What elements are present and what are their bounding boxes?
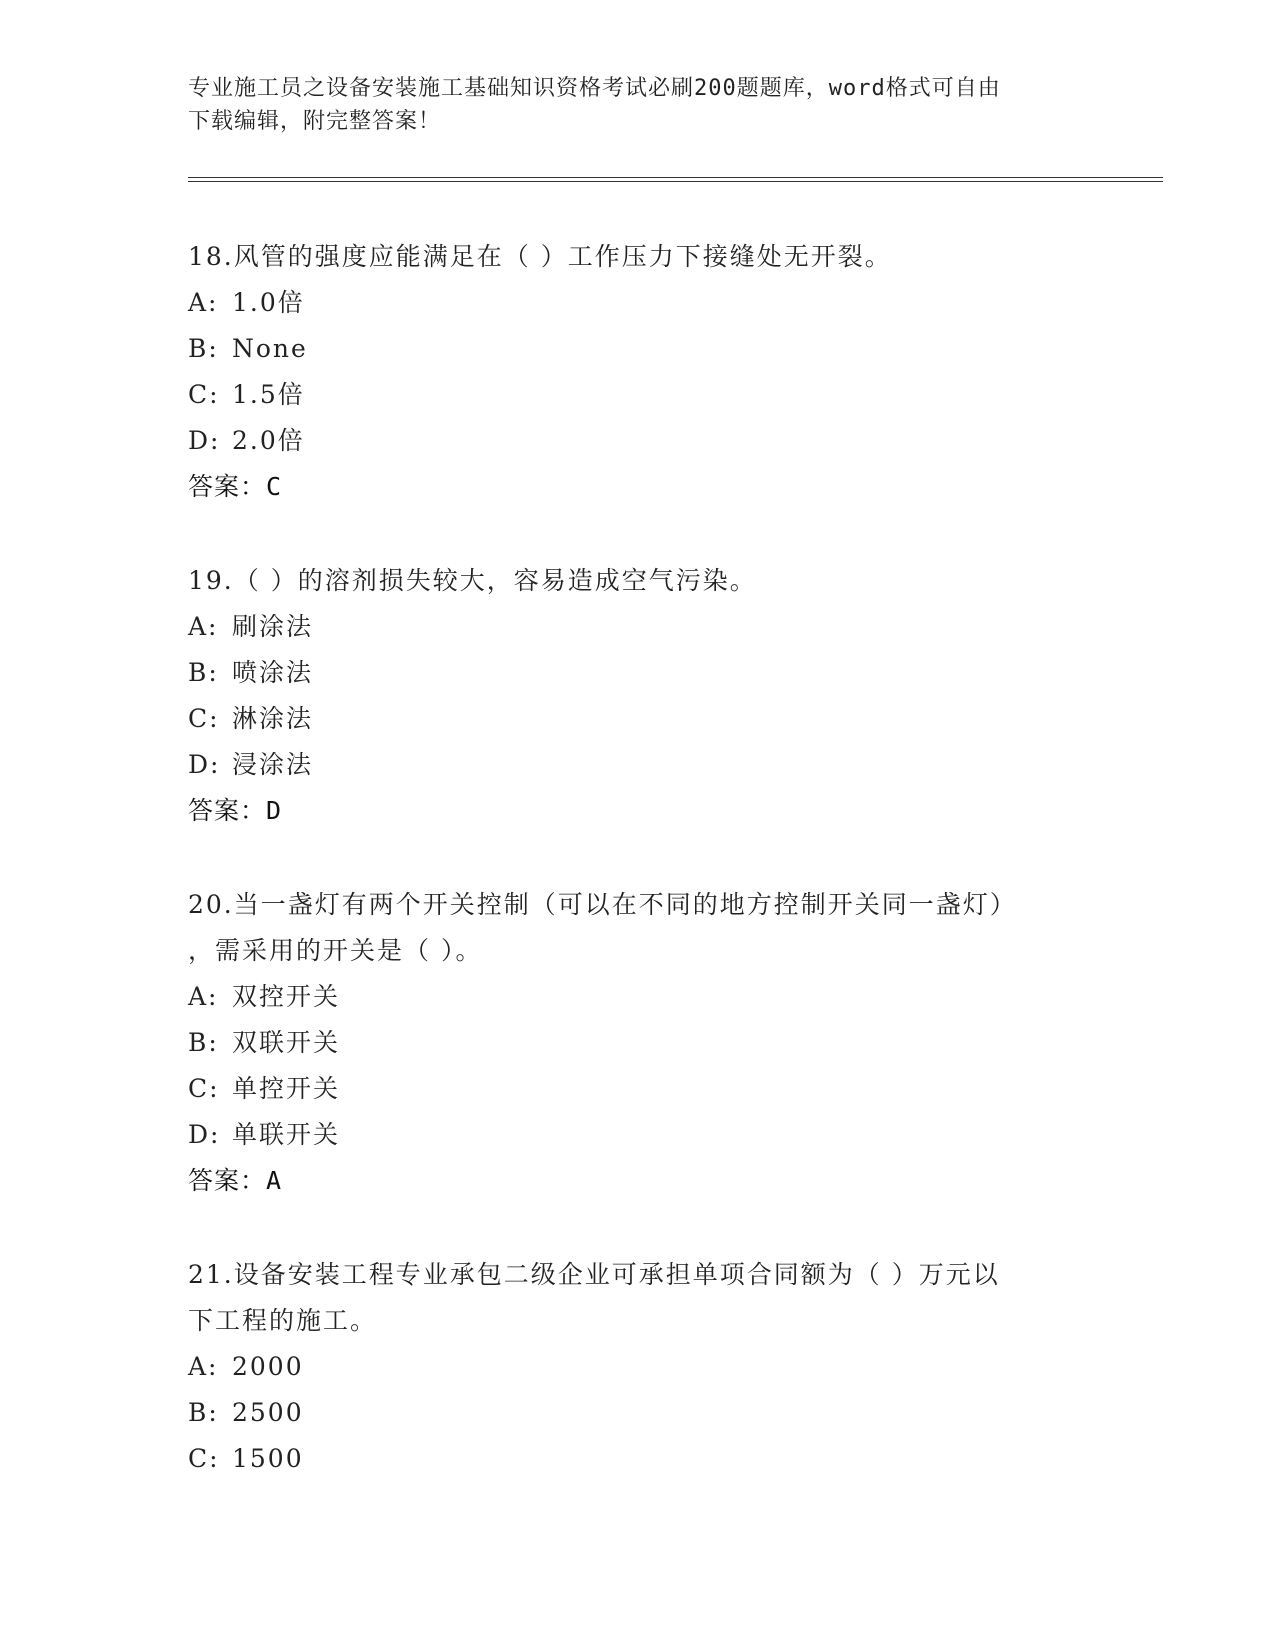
- answer-line: 答案：C: [188, 472, 283, 501]
- option-text: 浸涂法: [232, 750, 314, 779]
- question-list: [188, 234, 1088, 1530]
- question-stem: 21.设备安装工程专业承包二级企业可承担单项合同额为（ ）万元以: [188, 1260, 1000, 1289]
- option-text: 1.0倍: [232, 288, 305, 317]
- option-letter: A:: [188, 612, 219, 641]
- option-text: 2500: [232, 1398, 304, 1427]
- option-text: 1500: [232, 1444, 304, 1473]
- option-letter: C:: [188, 1074, 220, 1103]
- option-letter: D:: [188, 750, 221, 779]
- question-21: [188, 1252, 1088, 1482]
- option-letter: B:: [188, 1398, 219, 1427]
- question-stem: 20.当一盏灯有两个开关控制（可以在不同的地方控制开关同一盏灯）: [188, 890, 1017, 919]
- question-20: [188, 882, 1088, 1204]
- option-letter: C:: [188, 704, 220, 733]
- option-text: 喷涂法: [232, 658, 314, 687]
- question-stem: 19.（ ）的溶剂损失较大，容易造成空气污染。: [188, 566, 757, 595]
- option-text: None: [232, 334, 308, 363]
- option-letter: D:: [188, 426, 221, 455]
- option-d: [188, 742, 1088, 788]
- question-stem: 18.风管的强度应能满足在（ ）工作压力下接缝处无开裂。: [188, 242, 892, 271]
- option-c: [188, 1436, 1088, 1482]
- option-letter: B:: [188, 1028, 219, 1057]
- option-text: 2000: [232, 1352, 304, 1381]
- option-c: [188, 1066, 1088, 1112]
- option-text: 单联开关: [232, 1120, 341, 1149]
- option-a: [188, 974, 1088, 1020]
- option-a: [188, 1344, 1088, 1390]
- document-header: [188, 72, 1088, 138]
- option-b: [188, 650, 1088, 696]
- answer-line: 答案：D: [188, 796, 283, 825]
- option-text: 双联开关: [232, 1028, 341, 1057]
- answer-line: 答案：A: [188, 1166, 283, 1195]
- option-letter: B:: [188, 658, 219, 687]
- question-stem-continuation: 下工程的施工。: [188, 1306, 378, 1335]
- option-a: [188, 280, 1088, 326]
- header-line-1: 专业施工员之设备安装施工基础知识资格考试必刷200题题库，word格式可自由: [188, 76, 1001, 101]
- header-divider: [188, 177, 1163, 182]
- option-letter: A:: [188, 288, 219, 317]
- question-19: [188, 558, 1088, 834]
- option-text: 1.5倍: [232, 380, 305, 409]
- question-18: [188, 234, 1088, 510]
- option-c: [188, 696, 1088, 742]
- question-stem-continuation: ，需采用的开关是（ ）。: [188, 936, 483, 965]
- option-letter: A:: [188, 982, 219, 1011]
- option-c: [188, 372, 1088, 418]
- option-letter: A:: [188, 1352, 219, 1381]
- option-text: 2.0倍: [232, 426, 305, 455]
- option-d: [188, 1112, 1088, 1158]
- option-text: 刷涂法: [232, 612, 314, 641]
- option-d: [188, 418, 1088, 464]
- option-letter: B:: [188, 334, 219, 363]
- option-a: [188, 604, 1088, 650]
- option-b: [188, 1020, 1088, 1066]
- option-letter: C:: [188, 1444, 220, 1473]
- header-line-2: 下载编辑，附完整答案！: [188, 109, 442, 134]
- option-text: 淋涂法: [232, 704, 314, 733]
- option-letter: C:: [188, 380, 220, 409]
- option-text: 双控开关: [232, 982, 341, 1011]
- option-letter: D:: [188, 1120, 221, 1149]
- option-b: [188, 326, 1088, 372]
- option-text: 单控开关: [232, 1074, 341, 1103]
- option-b: [188, 1390, 1088, 1436]
